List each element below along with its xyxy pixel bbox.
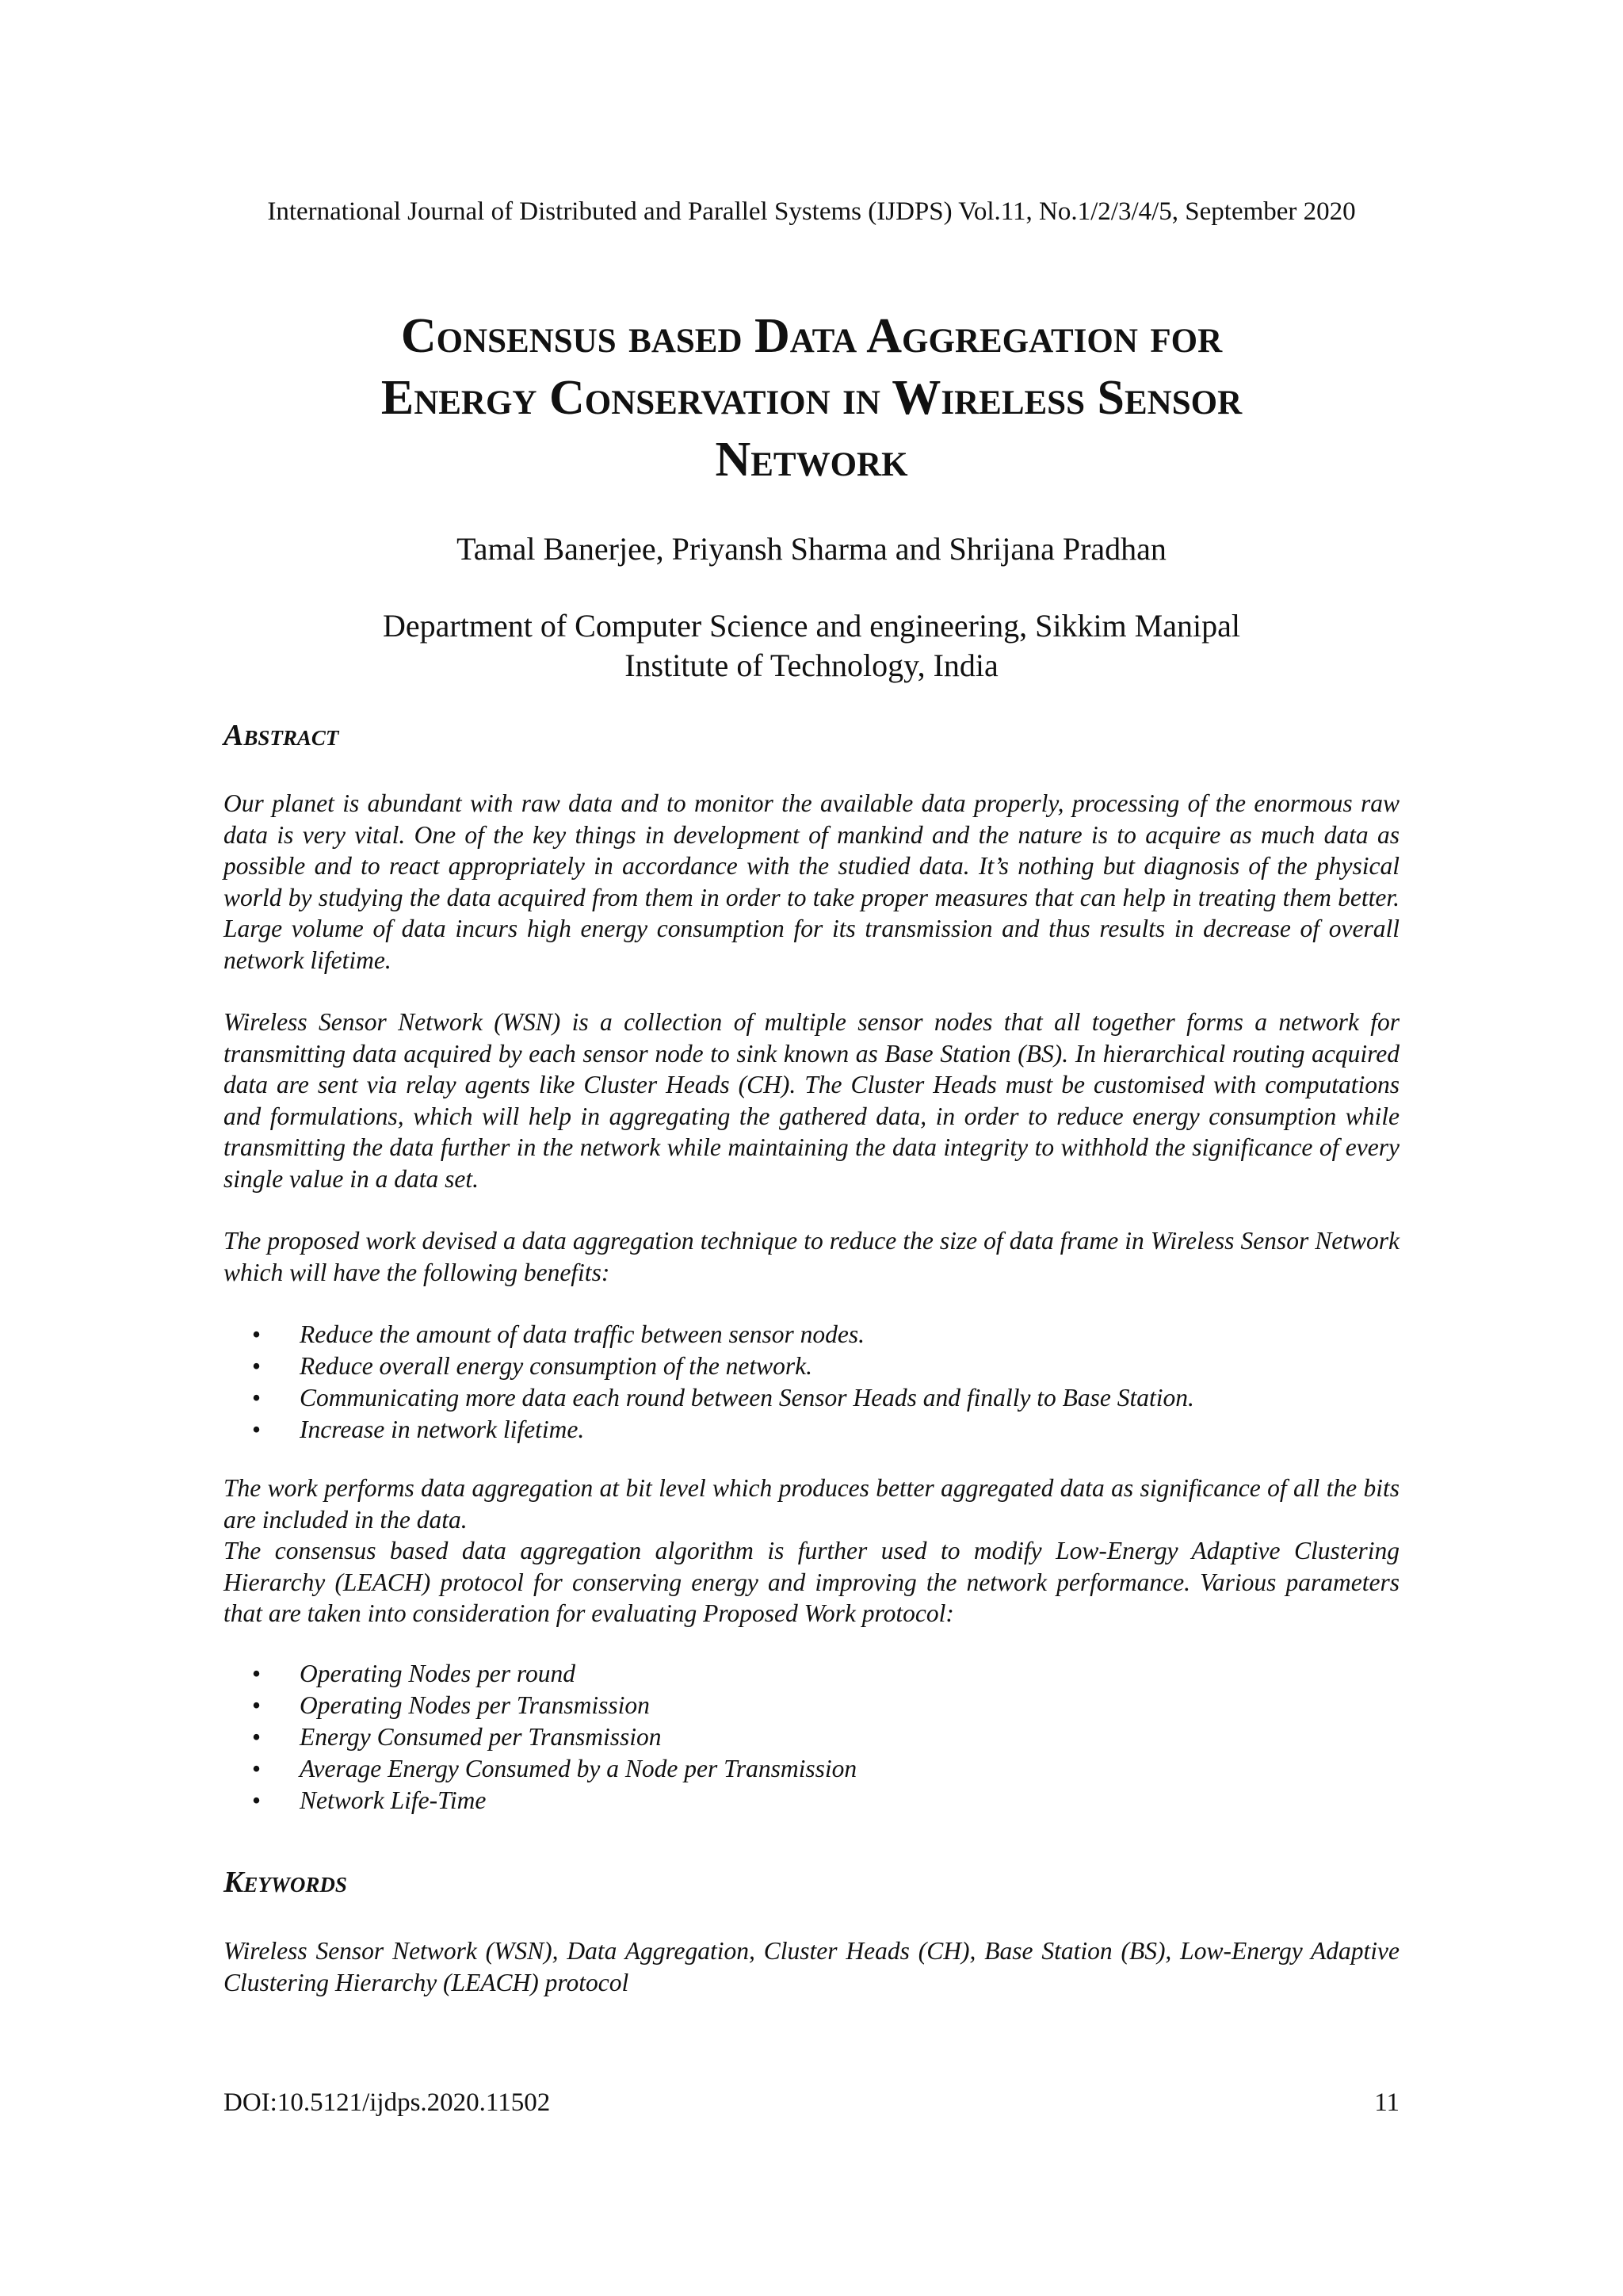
abstract-paragraph-2: Wireless Sensor Network (WSN) is a collection of multiple sensor nodes that all together forms a network for transmitting data acquired by each sensor node to sink known as Base Station (BS). In hierarchical routing acquired data are sent via relay agents like Cluster Heads (CH). The Cluster Heads must be customised with computations and formulations, which will help in aggregating the gathered data, in order to reduce energy consumption while transmitting the data further in the network while maintaining the data integrity to withhold the significance of every single value in a data set. <box>223 1008 1400 1193</box>
abstract-paragraph-1: Our planet is abundant with raw data and to monitor the available data properly, processing of the enormous raw data is very vital. One of the key things in development of mankind and the nature is to acquire as much data as possible and to react appropriately in accordance with the studied data. It’s nothing but diagnosis of the physical world by studying the data acquired from them in order to take proper measures that can help in treating them better. Large volume of data incurs high energy consumption for its transmission and thus results in decrease of overall network lifetime. <box>223 789 1400 974</box>
doi-footer: DOI:10.5121/ijdps.2020.11502 <box>223 2088 551 2117</box>
page-number: 11 <box>1374 2088 1400 2117</box>
list-item <box>223 1350 1400 1382</box>
bullet-icon: • <box>252 1384 262 1412</box>
list-item-text: Average Energy Consumed by a Node per Transmission <box>300 1755 857 1782</box>
list-item <box>223 1382 1400 1414</box>
benefits-list <box>223 1319 1400 1446</box>
keywords-heading: Keywords <box>223 1866 347 1899</box>
paper-title <box>178 305 1445 491</box>
bullet-icon: • <box>252 1786 262 1814</box>
list-item <box>223 1785 1400 1817</box>
list-item <box>223 1658 1400 1690</box>
abstract-heading: Abstract <box>223 719 339 752</box>
list-item-text: Increase in network lifetime. <box>300 1415 585 1443</box>
affiliation-line: Institute of Technology, India <box>624 648 999 683</box>
affiliation <box>257 606 1366 686</box>
list-item-text: Operating Nodes per Transmission <box>300 1691 650 1719</box>
keywords-text: Wireless Sensor Network (WSN), Data Aggregation, Cluster Heads (CH), Base Station (BS), Low-Energy Adaptive Clustering Hierarchy (LEACH) protocol <box>223 1937 1400 1996</box>
affiliation-line: Department of Computer Science and engineering, Sikkim Manipal <box>383 608 1240 644</box>
abstract-paragraph <box>223 788 1400 976</box>
title-line: Network <box>715 433 908 487</box>
list-item-text: Energy Consumed per Transmission <box>300 1723 662 1751</box>
bullet-icon: • <box>252 1320 262 1348</box>
abstract-paragraph <box>223 1007 1400 1194</box>
running-header: International Journal of Distributed and Parallel Systems (IJDPS) Vol.11, No.1/2/3/4/5, September 2020 <box>267 197 1356 226</box>
author-list: Tamal Banerjee, Priyansh Sharma and Shrijana Pradhan <box>456 531 1167 567</box>
list-item <box>223 1753 1400 1785</box>
bullet-icon: • <box>252 1755 262 1782</box>
list-item-text: Communicating more data each round between Sensor Heads and finally to Base Station. <box>300 1384 1194 1412</box>
parameters-list <box>223 1658 1400 1817</box>
bullet-icon: • <box>252 1352 262 1380</box>
list-item-text: Reduce the amount of data traffic between sensor nodes. <box>300 1320 865 1348</box>
abstract-paragraph-4a: The work performs data aggregation at bit level which produces better aggregated data as significance of all the bits are included in the data. <box>223 1474 1400 1534</box>
list-item-text: Reduce overall energy consumption of the network. <box>300 1352 813 1380</box>
abstract-paragraph-3: The proposed work devised a data aggregation technique to reduce the size of data frame in Wireless Sensor Network which will have the following benefits: <box>223 1227 1400 1286</box>
list-item <box>223 1319 1400 1350</box>
bullet-icon: • <box>252 1723 262 1751</box>
list-item-text: Network Life-Time <box>300 1786 487 1814</box>
abstract-paragraph-4b: The consensus based data aggregation algorithm is further used to modify Low-Energy Adaptive Clustering Hierarchy (LEACH) protocol for conserving energy and improving the network performance. Various parameters that are taken into consideration for evaluating Proposed Work protocol: <box>223 1537 1400 1627</box>
bullet-icon: • <box>252 1691 262 1719</box>
list-item-text: Operating Nodes per round <box>300 1660 575 1687</box>
keywords-text-block <box>223 1935 1400 1998</box>
abstract-paragraph <box>223 1225 1400 1288</box>
list-item <box>223 1414 1400 1446</box>
bullet-icon: • <box>252 1415 262 1443</box>
bullet-icon: • <box>252 1660 262 1687</box>
list-item <box>223 1690 1400 1721</box>
title-line: Energy Conservation in Wireless Sensor <box>380 371 1243 425</box>
list-item <box>223 1721 1400 1753</box>
title-line: Consensus based Data Aggregation for <box>400 309 1223 363</box>
abstract-paragraph <box>223 1473 1400 1629</box>
